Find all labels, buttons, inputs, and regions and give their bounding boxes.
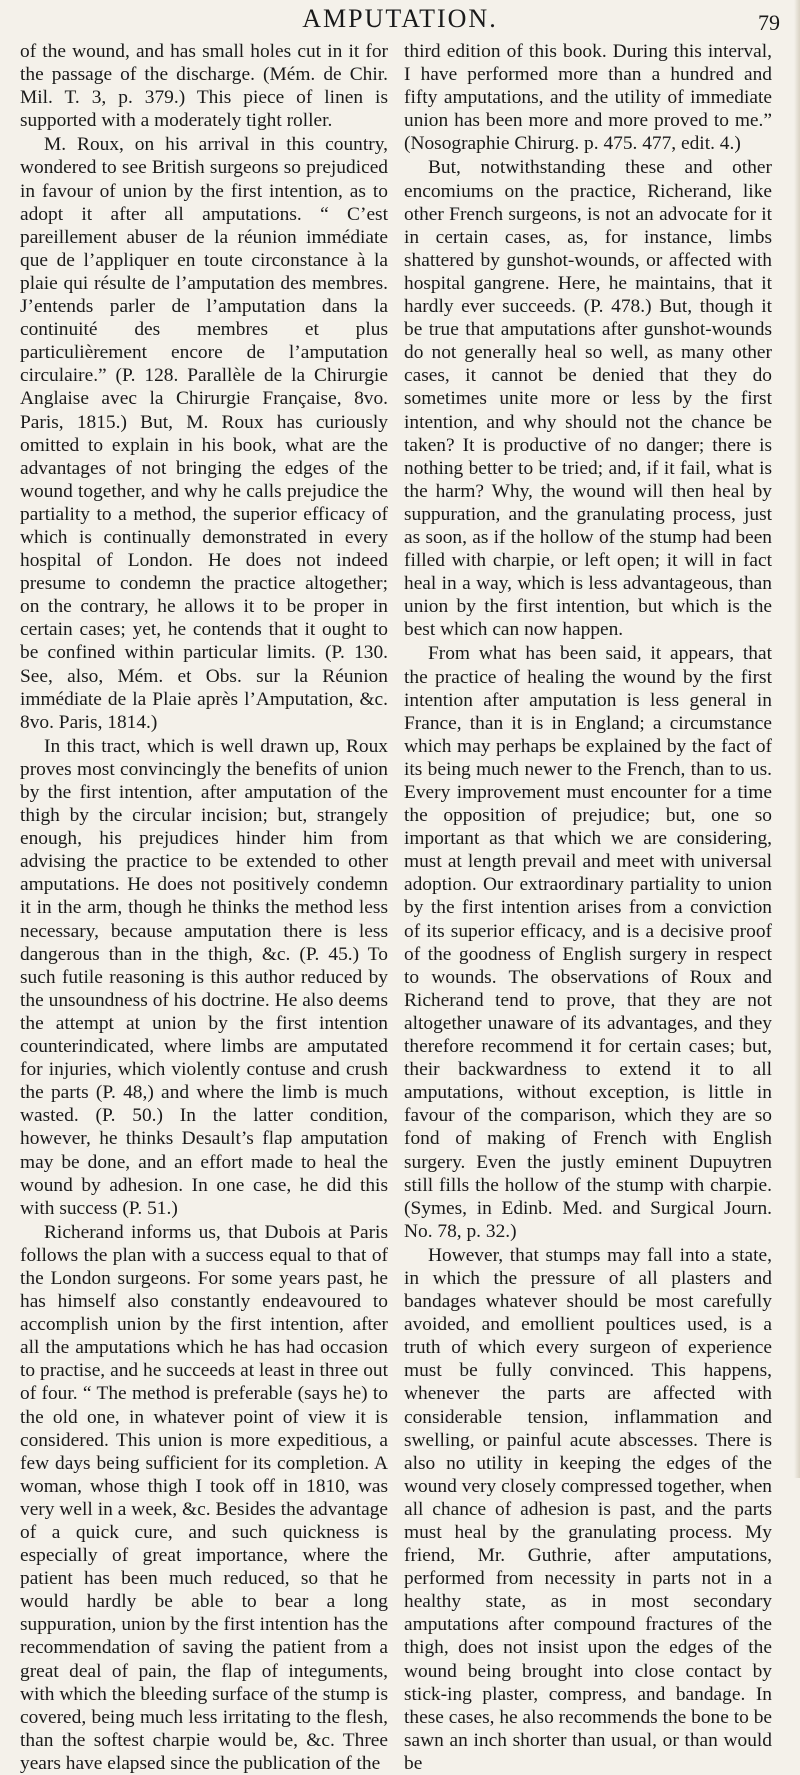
page-header: [0, 4, 800, 38]
page-number: 79: [758, 10, 780, 35]
paragraph: But, notwithstanding these and other encomiums on the practice, Richerand, like other French surgeons, is not an advocate for it in certain cases, as, for instance, limbs shattered by gunshot-wounds, or affected with hospital gangrene. Here, he maintains, that it hardly ever succeeds. (P. 478.) But, though it be true that amputations after gunshot-wounds do not generally heal so well, as many other cases, it cannot be denied that they do sometimes unite more or less by the first intention, and why should not the chance be taken? It is productive of no danger; there is nothing better to be tried; and, if it fail, what is the harm? Why, the wound will then heal by suppuration, and the granulating process, just as soon, as if the hollow of the stump had been filled with charpie, or left open; it will in fact heal in a way, which is less advantageous, than union by the first intention, but which is the best which can now happen.: [404, 157, 772, 641]
paragraph: From what has been said, it appears, that the practice of healing the wound by the first intention after amputation is less general in France, than it is in England; a circumstance which may perhaps be explained by the fact of its being much newer to the French, than to us. Every improvement must encounter for a time the opposition of prejudice; but, one so important as that which we are considering, must at length prevail and meet with universal adoption. Our extraordinary partiality to union by the first intention arises from a conviction of its superior efficacy, and is a decisive proof of the goodness of English surgery in respect to wounds. The observations of Roux and Richerand tend to prove, that they are not altogether unaware of its advantages, and they therefore recommend it for certain cases; but, their backwardness to extend it to all amputations, without exception, is little in favour of the comparison, which they are so fond of making of French with English surgery. Even the justly eminent Dupuytren still fills the hollow of the stump with charpie. (Symes, in Edinb. Med. and Surgical Journ. No. 78, p. 32.): [404, 643, 772, 1242]
paragraph: However, that stumps may fall into a state, in which the pressure of all plasters and bandages whatever should be most carefully avoided, and emollient poultices used, is a truth of which every surgeon of experience must be fully convinced. This happens, whenever the parts are affected with considerable tension, inflammation and swelling, or painful acute abscesses. There is also no utility in keeping the edges of the wound very closely compressed together, when all chance of adhesion is past, and the parts must heal by the granulating process. My friend, Mr. Guthrie, after amputations, performed from necessity in parts not in a healthy state, as in most secondary amputations after compound fractures of the thigh, does not insist upon the edges of the wound being brought into close contact by stick-ing plaster, compress, and bandage. In these cases, he also recommends the bone to be sawn an inch shorter than usual, or than would be: [404, 1244, 772, 1774]
paragraph: In this tract, which is well drawn up, Roux proves most convincingly the benefits of union by the first intention, after amputation of the thigh by the circular incision; but, strangely enough, his prejudices hinder him from advising the practice to be extended to other amputations. He does not positively condemn it in the arm, though he thinks the method less necessary, because amputation there is less dangerous than in the thigh, &c. (P. 45.) To such futile reasoning is this author reduced by the unsoundness of his doctrine. He also deems the attempt at union by the first intention counterindicated, where limbs are amputated for injuries, which violently contuse and crush the parts (P. 48,) and where the limb is much wasted. (P. 50.) In the latter condition, however, he thinks Desault’s flap amputation may be done, and an effort made to heal the wound by adhesion. In one case, he did this with success (P. 51.): [20, 735, 388, 1219]
paragraph: M. Roux, on his arrival in this country, wondered to see British surgeons so prejudiced in favour of union by the first intention, as to adopt it after all amputations. “ C’est pareillement abuser de la réunion immédiate que de l’appliquer en toute circonstance à la plaie qui résulte de l’amputation des membres. J’entends parler de l’amputation dans la continuité des membres et plus particulièrement encore de l’amputation circulaire.” (P. 128. Parallèle de la Chirurgie Anglaise avec la Chirurgie Française, 8vo. Paris, 1815.) But, M. Roux has curiously omitted to explain in his book, what are the advantages of not bringing the edges of the wound together, and why he calls prejudice the partiality to a method, the superior efficacy of which is continually demonstrated in every hospital of London. He does not indeed presume to condemn the practice altogether; on the contrary, he allows it to be proper in certain cases; yet, he contends that it ought to be confined within particular limits. (P. 130. See, also, Mém. et Obs. sur la Réunion immédiate de la Plaie après l’Amputation, &c. 8vo. Paris, 1814.): [20, 134, 388, 733]
paragraph: of the wound, and has small holes cut in it for the passage of the discharge. (Mém. de Chir. Mil. T. 3, p. 379.) This piece of linen is supported with a moderately tight roller.: [20, 41, 388, 132]
paragraph: third edition of this book. During this interval, I have performed more than a hundred and fifty amputations, and the utility of immediate union has been more and more proved to me.” (Nosographie Chirurg. p. 475. 477, edit. 4.): [404, 41, 772, 155]
paragraph: Richerand informs us, that Dubois at Paris follows the plan with a success equal to that of the London surgeons. For some years past, he has himself also constantly endeavoured to accomplish union by the first intention, after all the amputations which he has had occasion to practise, and he succeeds at least in three out of four. “ The method is preferable (says he) to the old one, in whatever point of view it is considered. This union is more expeditious, a few days being sufficient for its completion. A woman, whose thigh I took off in 1810, was very well in a week, &c. Besides the advantage of a quick cure, and such quickness is especially of great importance, where the patient has been much reduced, so that he would hardly be able to bear a long suppuration, union by the first intention has the recommendation of saving the patient from a great deal of pain, the flap of integuments, with which the bleeding surface of the stump is covered, being much less irritating to the flesh, than the softest charpie would be, &c. Three years have elapsed since the publication of the: [20, 1221, 388, 1774]
right-column: [404, 40, 772, 1775]
page-edge: [794, 0, 800, 1478]
left-column: [20, 40, 388, 1775]
running-title: AMPUTATION.: [302, 4, 498, 33]
